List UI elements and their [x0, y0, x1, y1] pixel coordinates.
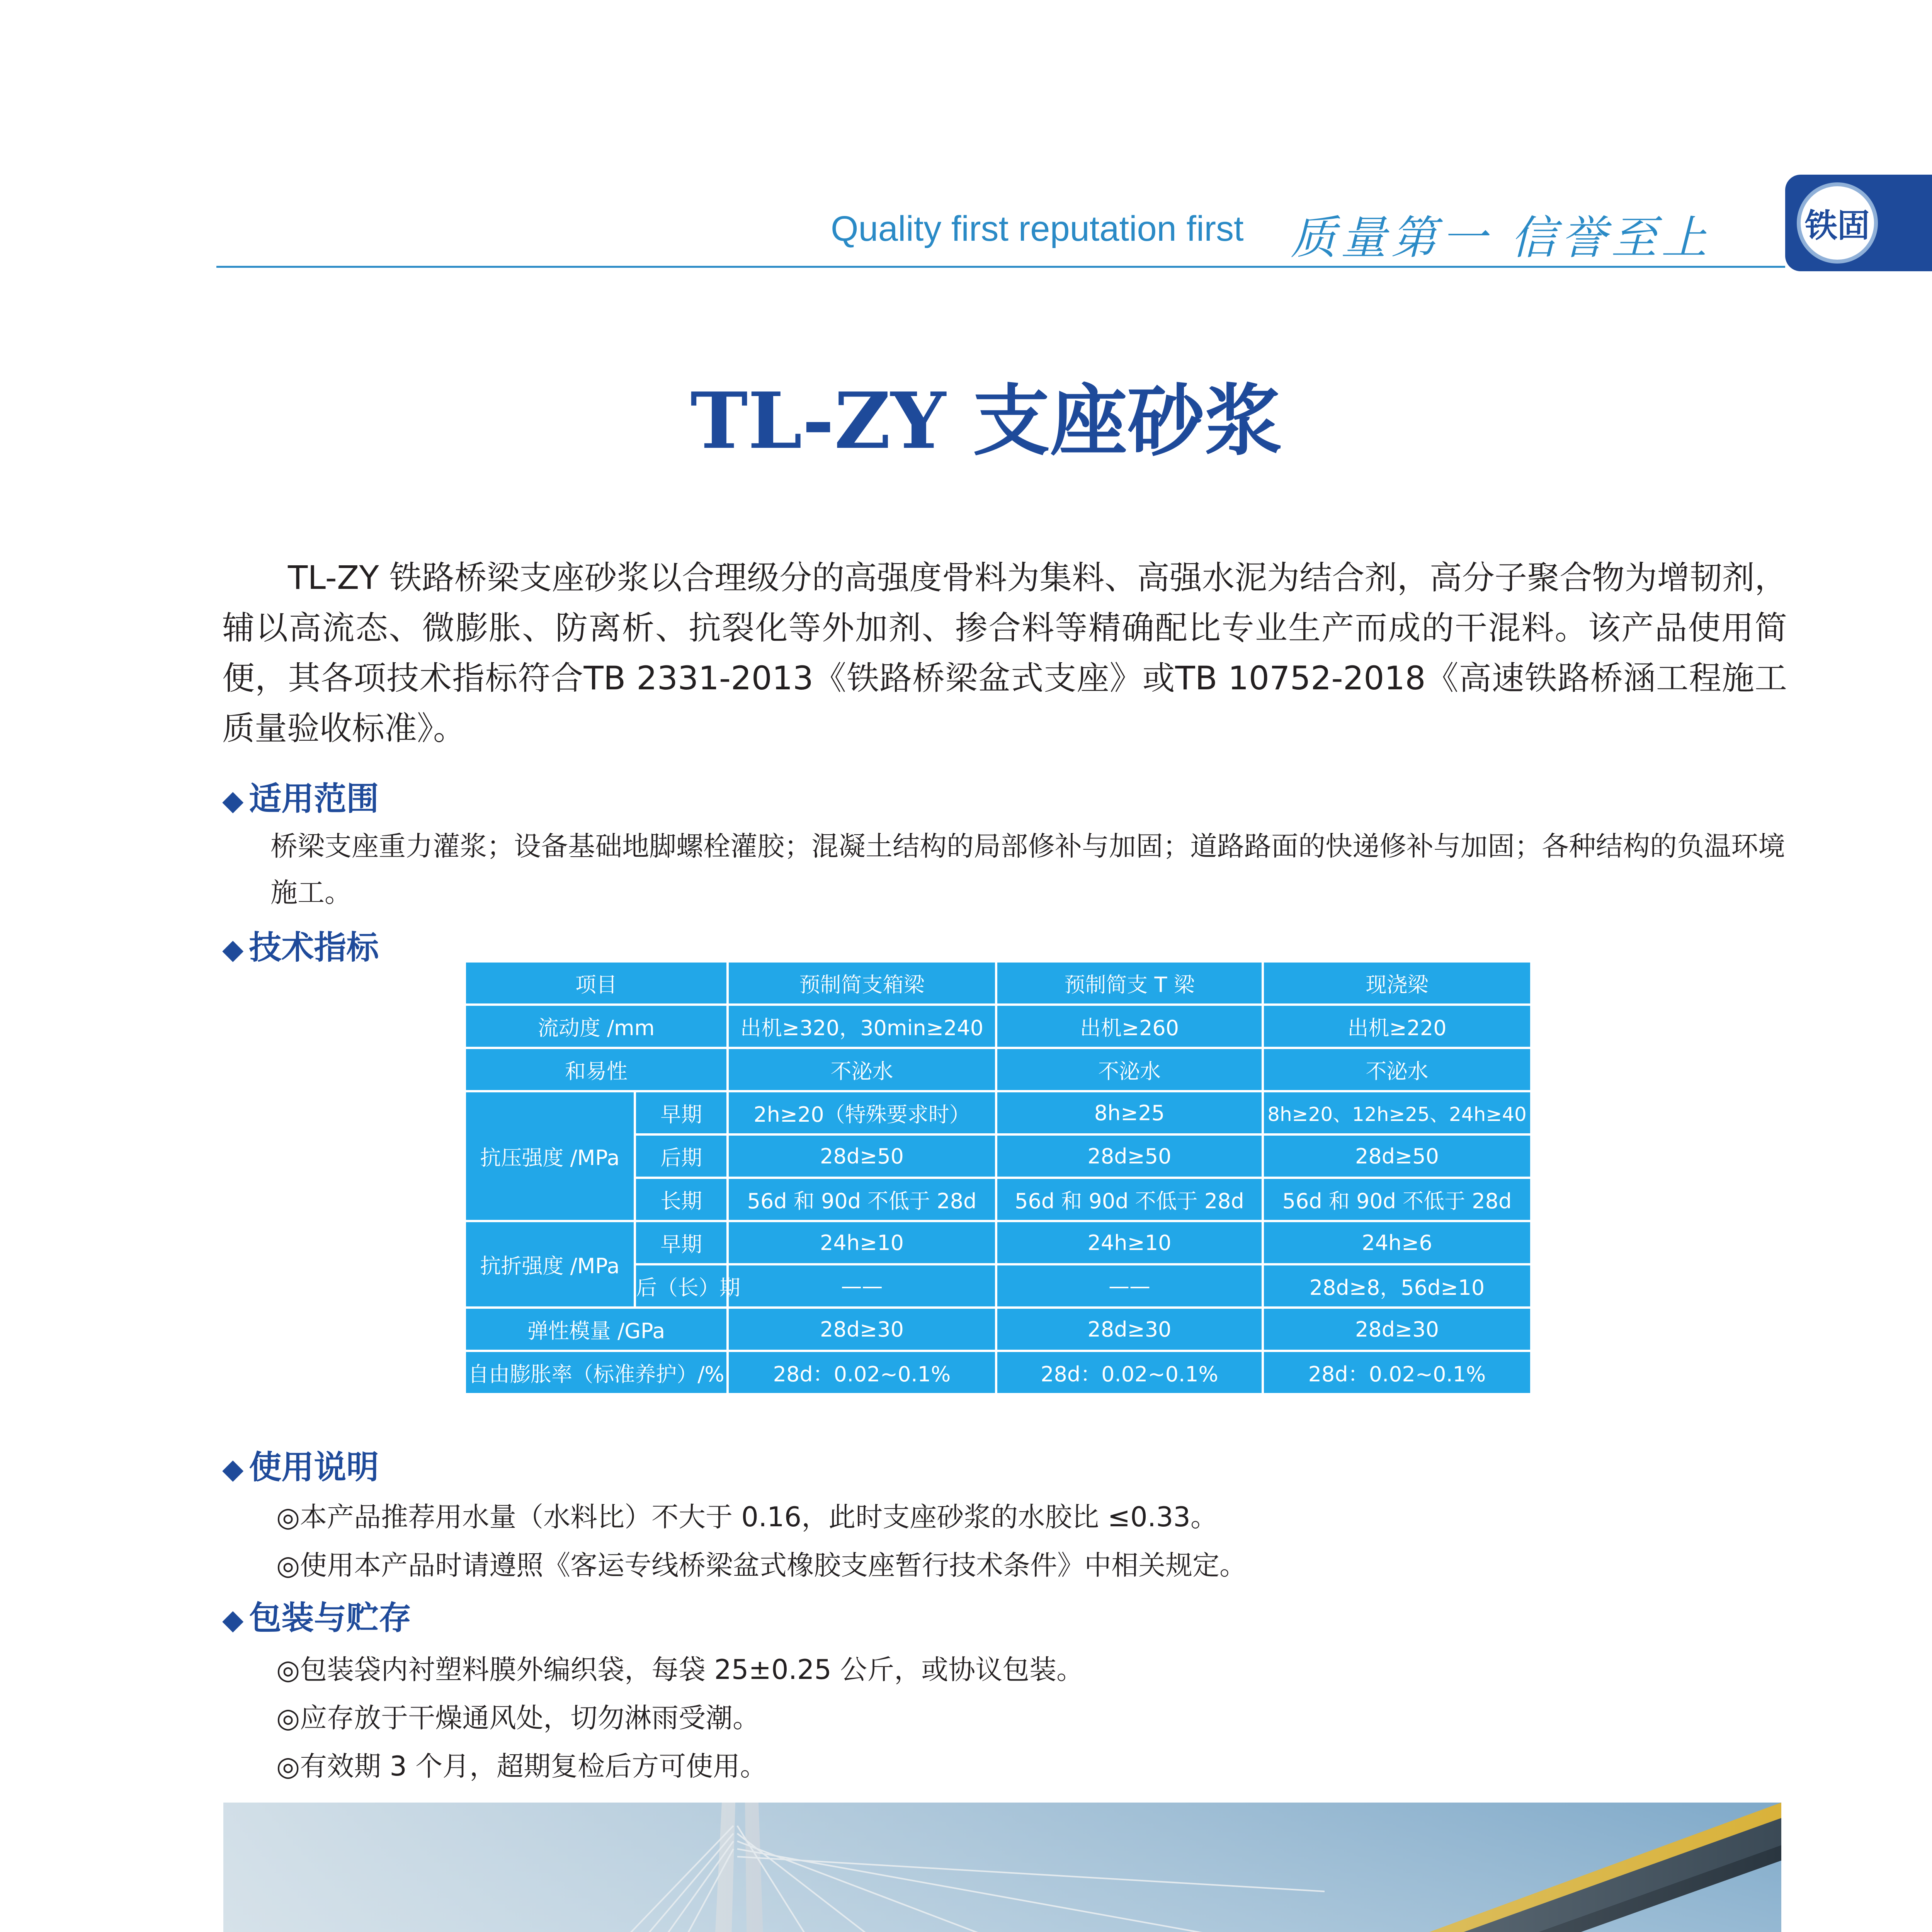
- storage-note: ◎包装袋内衬塑料膜外编织袋，每袋 25±0.25 公斤，或协议包装。: [276, 1654, 1084, 1685]
- section-heading-usage: [222, 1441, 379, 1488]
- table-sub-label: 长期: [635, 1178, 728, 1221]
- table-group-label: 抗压强度 /MPa: [465, 1091, 635, 1221]
- table-row-label: 弹性模量 /GPa: [465, 1308, 728, 1351]
- scope-text: 桥梁支座重力灌浆；设备基础地脚螺栓灌胶；混凝土结构的局部修补与加固；道路路面的快递修补与加固；各种结构的负温环境施工。: [270, 830, 1785, 908]
- table-cell: 出机≥220: [1263, 1005, 1531, 1048]
- table-header-cell: 预制简支 T 梁: [996, 961, 1263, 1005]
- table-cell: 8h≥20、12h≥25、24h≥40: [1263, 1091, 1531, 1134]
- table-cell: ——: [996, 1264, 1263, 1308]
- header-tagline-english: Quality first reputation first: [831, 209, 1244, 248]
- table-cell: 24h≥10: [728, 1221, 996, 1264]
- table-cell: 56d 和 90d 不低于 28d: [1263, 1178, 1531, 1221]
- table-cell: 28d≥30: [728, 1308, 996, 1351]
- usage-note: ◎使用本产品时请遵照《客运专线桥梁盆式橡胶支座暂行技术条件》中相关规定。: [276, 1549, 1247, 1581]
- table-cell: 不泌水: [1263, 1048, 1531, 1091]
- table-cell: 2h≥20（特殊要求时）: [728, 1091, 996, 1134]
- table-header-cell: 预制简支箱梁: [728, 961, 996, 1005]
- table-row-header: [465, 961, 1531, 1005]
- section-heading-specs: [222, 922, 379, 968]
- table-cell: 28d：0.02~0.1%: [996, 1351, 1263, 1394]
- table-header-cell: 项目: [465, 961, 728, 1005]
- table-cell: 24h≥10: [996, 1221, 1263, 1264]
- table-cell: 出机≥260: [996, 1005, 1263, 1048]
- table-cell: 24h≥6: [1263, 1221, 1531, 1264]
- table-cell: 56d 和 90d 不低于 28d: [728, 1178, 996, 1221]
- storage-note: ◎应存放于干燥通风处，切勿淋雨受潮。: [276, 1702, 760, 1734]
- table-sub-label: 后（长）期: [635, 1264, 728, 1308]
- table-cell: 56d 和 90d 不低于 28d: [996, 1178, 1263, 1221]
- table-row-label: 自由膨胀率（标准养护）/%: [465, 1351, 728, 1394]
- table-row: [465, 1005, 1531, 1048]
- table-cell: 不泌水: [728, 1048, 996, 1091]
- table-cell: 28d：0.02~0.1%: [728, 1351, 996, 1394]
- page-title: TL-ZY 支座砂浆: [690, 376, 1282, 466]
- bridge-illustration: [223, 1803, 1781, 1932]
- table-row: [465, 1351, 1531, 1394]
- table-group-label: 抗折强度 /MPa: [465, 1221, 635, 1308]
- section-heading-storage-label: 包装与贮存: [249, 1599, 412, 1637]
- table-cell: 28d≥50: [996, 1134, 1263, 1178]
- table-cell: 28d≥50: [728, 1134, 996, 1178]
- table-row: [465, 1221, 1531, 1264]
- table-cell: 出机≥320，30min≥240: [728, 1005, 996, 1048]
- table-cell: 不泌水: [996, 1048, 1263, 1091]
- section-heading-storage: [222, 1592, 411, 1639]
- table-row: [465, 1091, 1531, 1134]
- section-heading-usage-label: 使用说明: [249, 1448, 379, 1486]
- table-cell: 28d≥50: [1263, 1134, 1531, 1178]
- section-heading-scope-label: 适用范围: [249, 780, 379, 818]
- header-tagline-chinese: 质量第一 信誉至上: [1291, 211, 1712, 264]
- table-cell: 8h≥25: [996, 1091, 1263, 1134]
- table-cell: 28d：0.02~0.1%: [1263, 1351, 1531, 1394]
- diamond-bullet-icon: ◆: [222, 1452, 244, 1485]
- table-sub-label: 早期: [635, 1091, 728, 1134]
- diamond-bullet-icon: ◆: [222, 784, 244, 816]
- table-cell: 28d≥8，56d≥10: [1263, 1264, 1531, 1308]
- intro-paragraph: TL-ZY 铁路桥梁支座砂浆以合理级分的高强度骨料为集料、高强水泥为结合剂，高分子聚合物为增韧剂，辅以高流态、微膨胀、防离析、抗裂化等外加剂、掺合料等精确配比专业生产而成的干混料。该产品使用简便，其各项技术指标符合TB 2331-2013《铁路桥梁盆式支座》或TB 10752-2018《高速铁路桥涵工程施工质量验收标准》。: [222, 559, 1787, 747]
- table-sub-label: 早期: [635, 1221, 728, 1264]
- brand-logo-text: 铁固: [1804, 206, 1870, 245]
- table-cell: 28d≥30: [1263, 1308, 1531, 1351]
- storage-note: ◎有效期 3 个月，超期复检后方可使用。: [276, 1750, 767, 1782]
- table-row-label: 流动度 /mm: [465, 1005, 728, 1048]
- spec-table: [464, 960, 1532, 1395]
- diamond-bullet-icon: ◆: [222, 933, 244, 965]
- section-heading-specs-label: 技术指标: [249, 929, 379, 966]
- brand-logo: [1797, 182, 1878, 264]
- table-row-label: 和易性: [465, 1048, 728, 1091]
- bridge-photo: [223, 1803, 1781, 1932]
- table-header-cell: 现浇梁: [1263, 961, 1531, 1005]
- table-cell: 28d≥30: [996, 1308, 1263, 1351]
- table-row: [465, 1048, 1531, 1091]
- table-row: [465, 1308, 1531, 1351]
- section-heading-scope: [222, 773, 379, 820]
- table-cell: ——: [728, 1264, 996, 1308]
- usage-note: ◎本产品推荐用水量（水料比）不大于 0.16，此时支座砂浆的水胶比 ≤0.33。: [276, 1501, 1218, 1533]
- header-divider: [216, 266, 1785, 268]
- table-sub-label: 后期: [635, 1134, 728, 1178]
- diamond-bullet-icon: ◆: [222, 1603, 244, 1636]
